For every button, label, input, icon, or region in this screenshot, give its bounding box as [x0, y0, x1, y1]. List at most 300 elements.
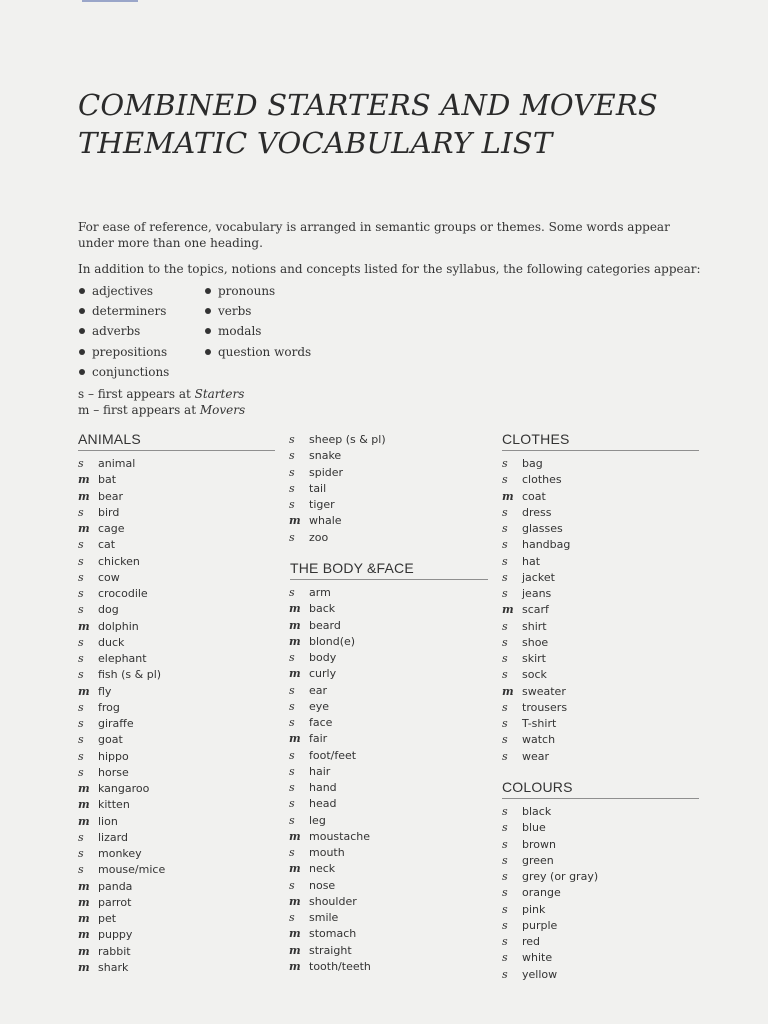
vocab-word: fly	[98, 684, 112, 698]
level-marker: m	[502, 684, 514, 698]
vocab-item	[289, 845, 371, 861]
level-marker: s	[502, 853, 508, 867]
level-marker: s	[78, 570, 84, 584]
vocab-word: blue	[522, 821, 546, 835]
category-label: prepositions	[92, 344, 168, 359]
level-marker: s	[502, 570, 508, 584]
level-marker: m	[78, 798, 90, 812]
vocab-word: duck	[98, 635, 125, 649]
vocab-item	[289, 926, 371, 942]
vocab-item	[78, 927, 165, 943]
bullet-icon	[205, 328, 211, 334]
level-marker: s	[502, 870, 508, 883]
vocab-word: giraffe	[98, 717, 134, 730]
legend-text: – first appears at	[89, 403, 200, 417]
vocab-item	[289, 813, 371, 829]
level-marker: s	[78, 652, 84, 665]
vocab-word: black	[522, 805, 552, 818]
title-line-1: COMBINED STARTERS AND MOVERS	[78, 88, 658, 122]
vocab-item	[78, 846, 165, 862]
vocab-item	[78, 667, 165, 683]
legend-level: Starters	[194, 387, 245, 401]
vocab-item	[502, 635, 570, 651]
vocab-item	[502, 820, 598, 836]
level-marker: m	[78, 960, 90, 974]
level-marker: s	[289, 433, 295, 446]
vocab-item	[502, 902, 598, 918]
heading-colours: COLOURS	[502, 779, 699, 799]
vocab-word: zoo	[309, 530, 329, 544]
vocab-item	[289, 699, 371, 715]
vocab-word: puppy	[98, 928, 133, 942]
level-marker: m	[78, 944, 90, 958]
vocab-word: neck	[309, 862, 336, 876]
vocab-item	[502, 885, 598, 901]
vocab-word: purple	[522, 918, 558, 932]
vocab-word: hippo	[98, 749, 129, 763]
vocab-item	[78, 765, 165, 781]
vocab-item	[78, 781, 165, 797]
vocab-item	[502, 700, 570, 716]
level-marker: s	[78, 538, 84, 552]
list-animals	[78, 456, 165, 976]
vocab-word: red	[522, 935, 541, 948]
vocab-item	[78, 602, 165, 618]
vocab-word: bat	[98, 473, 117, 487]
level-marker: m	[289, 959, 301, 973]
vocab-item	[502, 869, 598, 885]
vocab-item	[289, 878, 371, 894]
vocab-item	[502, 651, 570, 667]
vocab-word: blond(e)	[309, 634, 356, 648]
vocab-word: T-shirt	[522, 717, 557, 730]
legend-code: s	[78, 387, 85, 401]
vocab-item	[289, 448, 386, 464]
vocab-word: arm	[309, 586, 331, 599]
vocab-item	[78, 911, 165, 927]
vocab-item	[502, 537, 570, 553]
vocab-item	[289, 959, 371, 975]
vocab-item	[289, 530, 386, 546]
vocab-item	[78, 879, 165, 895]
vocab-word: wear	[522, 749, 550, 763]
level-marker: s	[502, 505, 508, 519]
vocab-item	[502, 472, 570, 488]
bullet-icon	[79, 349, 85, 355]
vocab-item	[289, 513, 386, 529]
vocab-word: kangaroo	[98, 782, 150, 795]
level-marker: s	[502, 749, 508, 763]
level-marker: s	[78, 668, 84, 682]
level-marker: s	[289, 481, 295, 495]
vocab-word: glasses	[522, 522, 563, 535]
vocab-word: snake	[309, 449, 342, 463]
vocab-item	[289, 585, 371, 601]
vocab-item	[502, 684, 570, 700]
vocab-word: dress	[522, 505, 552, 519]
level-marker: s	[78, 765, 84, 779]
level-marker: m	[289, 829, 301, 843]
vocab-word: horse	[98, 765, 129, 779]
vocab-word: foot/feet	[309, 748, 357, 762]
vocab-item	[289, 943, 371, 959]
level-marker: m	[78, 473, 90, 487]
level-marker: m	[502, 603, 514, 617]
vocab-word: cow	[98, 570, 120, 584]
vocab-word: dolphin	[98, 619, 139, 633]
vocab-word: nose	[309, 878, 336, 892]
vocab-word: jacket	[522, 570, 555, 584]
vocab-item	[289, 618, 371, 634]
level-marker: m	[78, 619, 90, 633]
vocab-item	[502, 667, 570, 683]
vocab-item	[289, 683, 371, 699]
level-marker: s	[502, 587, 508, 600]
level-marker: s	[289, 781, 295, 794]
bullet-icon	[205, 288, 211, 294]
vocab-item	[78, 619, 165, 635]
vocab-item	[289, 829, 371, 845]
title-line-2: THEMATIC VOCABULARY LIST	[78, 126, 553, 160]
vocab-item	[502, 521, 570, 537]
category-item	[204, 281, 364, 301]
vocab-item	[502, 732, 570, 748]
vocab-word: green	[522, 853, 554, 867]
level-marker: s	[78, 603, 84, 617]
vocab-item	[78, 960, 165, 976]
level-marker: m	[78, 879, 90, 893]
vocab-word: spider	[309, 465, 344, 479]
level-marker: s	[289, 748, 295, 762]
heading-body-face: THE BODY &FACE	[290, 560, 488, 580]
level-marker: s	[78, 457, 84, 470]
vocab-item	[78, 554, 165, 570]
vocab-word: stomach	[309, 927, 357, 941]
vocab-item	[502, 554, 570, 570]
legend-text: – first appears at	[84, 387, 195, 401]
list-animals-continued	[289, 432, 386, 546]
vocab-word: trousers	[522, 700, 568, 714]
level-marker: m	[289, 667, 301, 681]
bullet-icon	[79, 328, 85, 334]
vocab-word: sock	[522, 668, 547, 682]
level-marker: s	[289, 530, 295, 544]
vocab-word: beard	[309, 618, 341, 632]
category-item	[204, 321, 364, 341]
vocab-item	[289, 861, 371, 877]
level-marker: s	[289, 813, 295, 827]
vocab-item	[289, 764, 371, 780]
vocab-item	[78, 716, 165, 732]
vocab-item	[289, 634, 371, 650]
vocab-word: jeans	[522, 587, 552, 600]
vocab-item	[78, 684, 165, 700]
vocab-word: crocodile	[98, 587, 148, 600]
vocab-item	[289, 796, 371, 812]
vocab-item	[78, 537, 165, 553]
vocab-word: animal	[98, 457, 136, 470]
heading-clothes: CLOTHES	[502, 431, 699, 451]
vocab-word: dog	[98, 603, 119, 617]
level-marker: s	[78, 830, 84, 844]
legend-starters	[78, 386, 245, 402]
vocab-item	[502, 456, 570, 472]
level-marker: m	[289, 732, 301, 746]
vocab-item	[78, 895, 165, 911]
vocab-word: leg	[309, 813, 326, 827]
vocab-item	[289, 481, 386, 497]
vocab-word: orange	[522, 886, 561, 900]
level-marker: s	[289, 465, 295, 479]
level-marker: s	[502, 805, 508, 818]
list-colours	[502, 804, 598, 983]
level-marker: s	[78, 733, 84, 747]
vocab-word: parrot	[98, 895, 132, 909]
level-marker: s	[502, 473, 508, 487]
vocab-item	[289, 650, 371, 666]
vocab-word: monkey	[98, 847, 142, 860]
level-marker: s	[78, 749, 84, 763]
vocab-word: smile	[309, 911, 339, 924]
level-marker: s	[289, 586, 295, 599]
vocab-item	[78, 749, 165, 765]
level-marker: s	[289, 716, 295, 729]
intro-text	[78, 219, 708, 277]
vocab-word: sheep (s & pl)	[309, 433, 386, 446]
vocab-word: lion	[98, 814, 118, 828]
level-marker: s	[78, 554, 84, 568]
level-marker: s	[289, 699, 295, 713]
level-marker: s	[289, 449, 295, 463]
vocab-word: mouth	[309, 846, 345, 859]
heading-animals: ANIMALS	[78, 431, 275, 451]
level-marker: m	[78, 928, 90, 942]
vocab-word: mouse/mice	[98, 863, 166, 877]
vocab-word: rabbit	[98, 944, 131, 958]
level-marker: m	[78, 895, 90, 909]
bullet-icon	[205, 349, 211, 355]
vocab-item	[78, 456, 165, 472]
level-legend	[78, 386, 245, 418]
vocab-item	[78, 635, 165, 651]
vocab-item	[78, 472, 165, 488]
vocab-item	[78, 521, 165, 537]
vocab-word: bird	[98, 505, 120, 519]
vocab-item	[502, 853, 598, 869]
vocab-word: coat	[522, 489, 546, 503]
bullet-icon	[205, 308, 211, 314]
category-label: question words	[218, 344, 312, 359]
vocab-item	[502, 950, 598, 966]
level-marker: s	[289, 846, 295, 859]
vocab-item	[289, 497, 386, 513]
vocab-word: eye	[309, 699, 330, 713]
vocab-item	[78, 797, 165, 813]
list-clothes	[502, 456, 570, 765]
level-marker: s	[78, 700, 84, 714]
vocab-item	[502, 749, 570, 765]
level-marker: m	[289, 943, 301, 957]
vocab-item	[78, 814, 165, 830]
vocab-word: handbag	[522, 538, 571, 552]
category-label: verbs	[218, 304, 252, 319]
level-marker: m	[78, 684, 90, 698]
vocab-word: sweater	[522, 684, 566, 698]
vocab-item	[78, 944, 165, 960]
vocab-word: hat	[522, 554, 541, 568]
vocab-item	[502, 967, 598, 983]
level-marker: s	[289, 878, 295, 892]
vocab-item	[502, 804, 598, 820]
vocab-item	[502, 619, 570, 635]
category-label: determiners	[92, 304, 167, 319]
vocab-word: white	[522, 951, 553, 965]
category-item	[78, 362, 238, 382]
level-marker: m	[289, 634, 301, 648]
vocab-item	[289, 715, 371, 731]
vocab-word: scarf	[522, 603, 549, 617]
level-marker: m	[502, 489, 514, 503]
level-marker: s	[78, 717, 84, 730]
vocab-word: hand	[309, 781, 337, 794]
category-item	[204, 342, 364, 362]
vocab-item	[78, 505, 165, 521]
level-marker: s	[502, 700, 508, 714]
level-marker: s	[289, 651, 295, 664]
vocab-item	[78, 830, 165, 846]
level-marker: s	[502, 951, 508, 965]
bullet-icon	[79, 308, 85, 314]
level-marker: s	[289, 683, 295, 697]
vocab-word: bag	[522, 457, 543, 470]
vocab-word: shark	[98, 960, 129, 974]
intro-paragraph-1: For ease of reference, vocabulary is arranged in semantic groups or themes. Some words appear under more than one heading.	[78, 220, 670, 250]
vocab-item	[502, 570, 570, 586]
vocab-word: tail	[309, 481, 327, 495]
vocab-word: panda	[98, 879, 133, 893]
vocab-item	[289, 780, 371, 796]
vocab-word: body	[309, 651, 337, 664]
level-marker: s	[502, 935, 508, 948]
level-marker: s	[502, 902, 508, 916]
vocab-word: hair	[309, 764, 331, 778]
legend-level: Movers	[199, 403, 246, 417]
level-marker: s	[502, 886, 508, 900]
level-marker: s	[502, 837, 508, 851]
level-marker: s	[502, 668, 508, 682]
vocab-item	[289, 666, 371, 682]
level-marker: s	[502, 967, 508, 981]
category-label: adjectives	[92, 284, 154, 298]
level-marker: s	[502, 522, 508, 535]
level-marker: s	[78, 587, 84, 600]
vocab-item	[289, 465, 386, 481]
vocab-word: ear	[309, 683, 328, 697]
list-body-face	[289, 585, 371, 975]
top-edge-mark	[82, 0, 138, 2]
level-marker: m	[289, 514, 301, 528]
level-marker: m	[289, 927, 301, 941]
vocab-item	[502, 602, 570, 618]
vocab-word: yellow	[522, 967, 558, 981]
level-marker: m	[78, 912, 90, 925]
vocab-item	[502, 716, 570, 732]
vocab-item	[78, 862, 165, 878]
level-marker: m	[289, 602, 301, 616]
vocab-item	[289, 748, 371, 764]
vocab-word: goat	[98, 733, 123, 747]
level-marker: s	[78, 505, 84, 519]
vocab-word: kitten	[98, 798, 130, 812]
level-marker: m	[78, 782, 90, 795]
vocab-word: pet	[98, 912, 117, 925]
vocab-item	[289, 910, 371, 926]
level-marker: s	[289, 797, 295, 811]
vocab-word: head	[309, 797, 337, 811]
level-marker: s	[502, 733, 508, 747]
category-label: pronouns	[218, 284, 276, 298]
bullet-icon	[79, 288, 85, 294]
level-marker: s	[502, 538, 508, 552]
category-item	[204, 301, 364, 321]
vocab-word: moustache	[309, 829, 370, 843]
vocab-word: cat	[98, 538, 116, 552]
level-marker: m	[289, 894, 301, 908]
intro-paragraph-2: In addition to the topics, notions and concepts listed for the syllabus, the following categories appear:	[78, 262, 701, 276]
vocab-item	[502, 837, 598, 853]
vocab-word: tooth/teeth	[309, 959, 371, 973]
vocab-word: pink	[522, 902, 546, 916]
level-marker: s	[289, 498, 295, 511]
level-marker: s	[78, 863, 84, 877]
vocab-item	[502, 918, 598, 934]
level-marker: s	[502, 619, 508, 633]
vocab-word: skirt	[522, 652, 546, 665]
vocab-word: brown	[522, 837, 556, 851]
vocab-word: whale	[309, 514, 342, 528]
level-marker: s	[502, 717, 508, 730]
vocab-word: face	[309, 716, 333, 729]
category-label: conjunctions	[92, 364, 170, 379]
vocab-word: cage	[98, 522, 125, 535]
level-marker: s	[502, 918, 508, 932]
vocab-item	[289, 731, 371, 747]
level-marker: s	[502, 635, 508, 649]
vocab-word: bear	[98, 489, 124, 503]
vocab-word: elephant	[98, 652, 147, 665]
vocab-word: fish (s & pl)	[98, 668, 162, 682]
vocab-item	[78, 586, 165, 602]
vocab-word: shoe	[522, 635, 549, 649]
level-marker: m	[289, 618, 301, 632]
vocab-item	[78, 570, 165, 586]
category-label: adverbs	[92, 324, 141, 339]
vocab-word: curly	[309, 667, 337, 681]
vocab-word: watch	[522, 733, 556, 747]
vocab-word: tiger	[309, 498, 335, 511]
level-marker: s	[78, 847, 84, 860]
vocab-item	[502, 489, 570, 505]
level-marker: s	[289, 764, 295, 778]
vocab-word: shirt	[522, 619, 547, 633]
vocab-item	[502, 505, 570, 521]
level-marker: m	[78, 522, 90, 535]
category-column-right	[204, 281, 364, 362]
vocab-item	[502, 586, 570, 602]
level-marker: s	[502, 457, 508, 470]
vocab-item	[289, 432, 386, 448]
vocab-word: grey (or gray)	[522, 870, 599, 883]
